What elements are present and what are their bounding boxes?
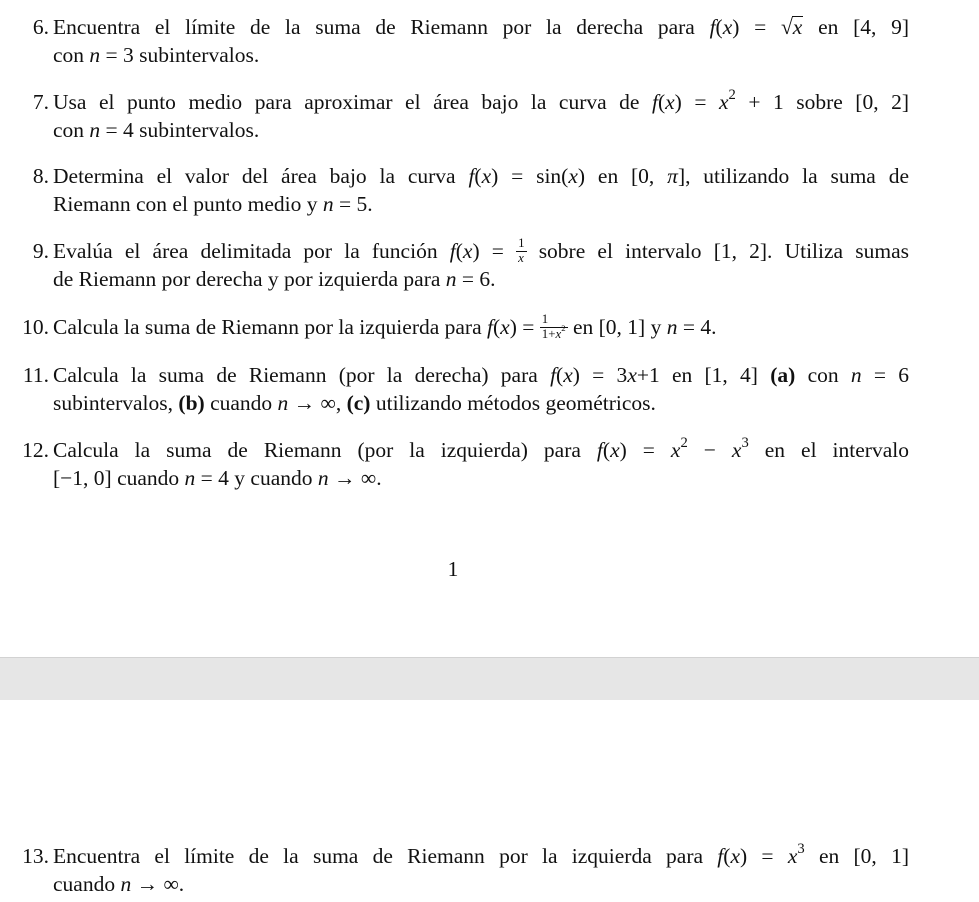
problem-number: 10. [22,315,49,339]
problem-line: Calcula la suma de Riemann (por la izquierda) para $f(x) = x^2 - x^3$ en el intervalo [53,435,909,462]
problem-line: Riemann con el punto medio y n = 5. [53,192,373,216]
problem-line: cuando n → ∞. [53,872,185,896]
problem-number: 11. [22,363,49,387]
problem-line: [−1, 0] cuando n = 4 y cuando n → ∞. [53,466,382,490]
problem-line: de Riemann por derecha y por izquierda para n = 6. [53,267,496,291]
problem-text [53,237,909,293]
problem-number: 8. [32,164,49,188]
problem-line: Calcula la suma de Riemann (por la derecha) para f(x) = 3x+1 en [1, 4] (a) con n = 6 [53,363,909,387]
problem-line: Encuentra el límite de la suma de Riemann por la izquierda para $f(x) = x^3$ en [0, 1] [53,841,909,868]
problem-line: Evalúa el área delimitada por la función f(x) = $\frac{1}{x}$ sobre el intervalo [1, 2]. Utiliza sumas [53,236,910,265]
problem-line: Encuentra el límite de la suma de Riemann por la derecha para f(x) = √x en [4, 9] [53,15,909,39]
document-page-2 [0,700,979,902]
problem-number: 6. [32,15,49,39]
problem-text [53,313,909,341]
problem-line: con n = 4 subintervalos. [53,118,260,142]
problem-number: 7. [32,90,49,114]
problem-line: con n = 3 subintervalos. [53,43,260,67]
problem-text [53,162,909,218]
problem-text [53,361,909,417]
problem-number: 9. [32,239,49,263]
problem-text [53,13,909,69]
problem-text [53,88,909,144]
problem-line: Calcula la suma de Riemann por la izquierda para f(x) = $\frac{1}{1+x^2}$ en [0, 1] y n = 4. [53,312,717,341]
page-separator [0,657,979,700]
problem-number: 12. [22,438,49,462]
page-number: 1 [447,557,459,581]
problem-text [53,842,909,898]
problem-line: Usa el punto medio para aproximar el área bajo la curva de $f(x) = x^2 + 1$ sobre [0, 2] [53,87,909,114]
problem-line: Determina el valor del área bajo la curva f(x) = sin(x) en [0, π], utilizando la suma de [53,164,909,188]
problem-line: subintervalos, (b) cuando n → ∞, (c) utilizando métodos geométricos. [53,391,656,415]
problem-text [53,436,909,492]
problem-number: 13. [22,844,49,868]
